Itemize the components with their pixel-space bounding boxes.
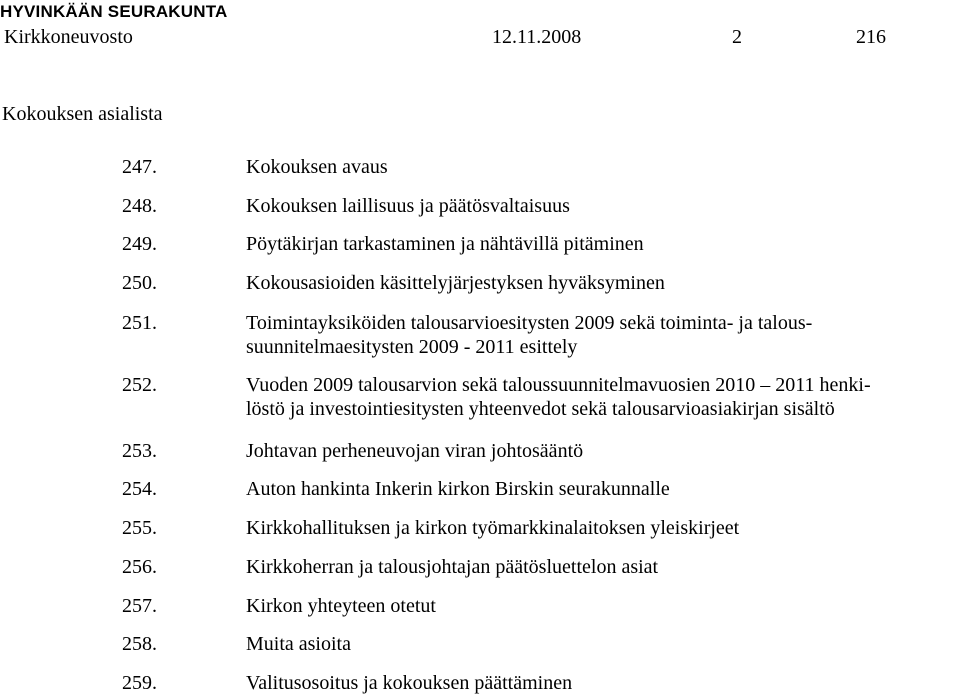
agenda-item-number: 254. (122, 478, 157, 500)
agenda-item-number: 259. (122, 672, 157, 694)
agenda-item-number: 252. (122, 374, 157, 396)
agenda-item-number: 255. (122, 517, 157, 539)
agenda-item-title-line: Toimintayksiköiden talousarvioesitysten 2009 sekä toiminta- ja talous- (246, 312, 813, 334)
agenda-item-title (246, 516, 952, 540)
agenda-item-number: 250. (122, 272, 157, 294)
organization-name: HYVINKÄÄN SEURAKUNTA (0, 2, 228, 21)
agenda-item-number: 253. (122, 440, 157, 462)
agenda-item-number: 258. (122, 633, 157, 655)
agenda-item-title-line: Muita asioita (246, 633, 351, 655)
agenda-item-title (246, 155, 952, 179)
agenda-item-number: 247. (122, 156, 157, 178)
agenda-item-title (246, 555, 952, 579)
agenda-item-title (246, 232, 952, 256)
agenda-item-title (246, 311, 952, 359)
agenda-item-number: 249. (122, 233, 157, 255)
agenda-item-title (246, 194, 952, 218)
agenda-item-title (246, 439, 952, 463)
agenda-item-title-line: suunnitelmaesitysten 2009 - 2011 esittely (246, 336, 578, 358)
agenda-item-title-line: Kokouksen avaus (246, 156, 388, 178)
meeting-body: Kirkkoneuvosto (4, 26, 133, 48)
agenda-item-title-line: Johtavan perheneuvojan viran johtosääntö (246, 440, 584, 462)
agenda-item-title-line: löstö ja investointiesitysten yhteenvedot sekä talousarvioasiakirjan sisältö (246, 398, 835, 420)
agenda-item-title-line: Kokousasioiden käsittelyjärjestyksen hyväksyminen (246, 272, 665, 294)
agenda-item-title-line: Valitusosoitus ja kokouksen päättäminen (246, 672, 573, 694)
agenda-item-number: 256. (122, 556, 157, 578)
agenda-item-title (246, 594, 952, 618)
agenda-item-title (246, 477, 952, 501)
agenda-item-title (246, 271, 952, 295)
agenda-item-title-line: Pöytäkirjan tarkastaminen ja nähtävillä pitäminen (246, 233, 644, 255)
agenda-item-title-line: Kirkkoherran ja talousjohtajan päätösluettelon asiat (246, 556, 659, 578)
agenda-item-title-line: Vuoden 2009 talousarvion sekä taloussuunnitelmavuosien 2010 – 2011 henki- (246, 374, 871, 396)
agenda-item-number: 251. (122, 312, 157, 334)
meeting-date: 12.11.2008 (492, 26, 582, 48)
agenda-item-title (246, 373, 952, 421)
agenda-item-title-line: Kokouksen laillisuus ja päätösvaltaisuus (246, 195, 570, 217)
agenda-item-title-line: Kirkkohallituksen ja kirkon työmarkkinalaitoksen yleiskirjeet (246, 517, 740, 539)
agenda-item-number: 257. (122, 595, 157, 617)
page-number: 216 (856, 26, 886, 48)
agenda-item-title-line: Kirkon yhteyteen otetut (246, 595, 436, 617)
agenda-item-title (246, 671, 952, 695)
section-title: Kokouksen asialista (2, 103, 163, 125)
agenda-item-title (246, 632, 952, 656)
meeting-number: 2 (732, 26, 742, 48)
agenda-item-title-line: Auton hankinta Inkerin kirkon Birskin seurakunnalle (246, 478, 670, 500)
agenda-item-number: 248. (122, 195, 157, 217)
